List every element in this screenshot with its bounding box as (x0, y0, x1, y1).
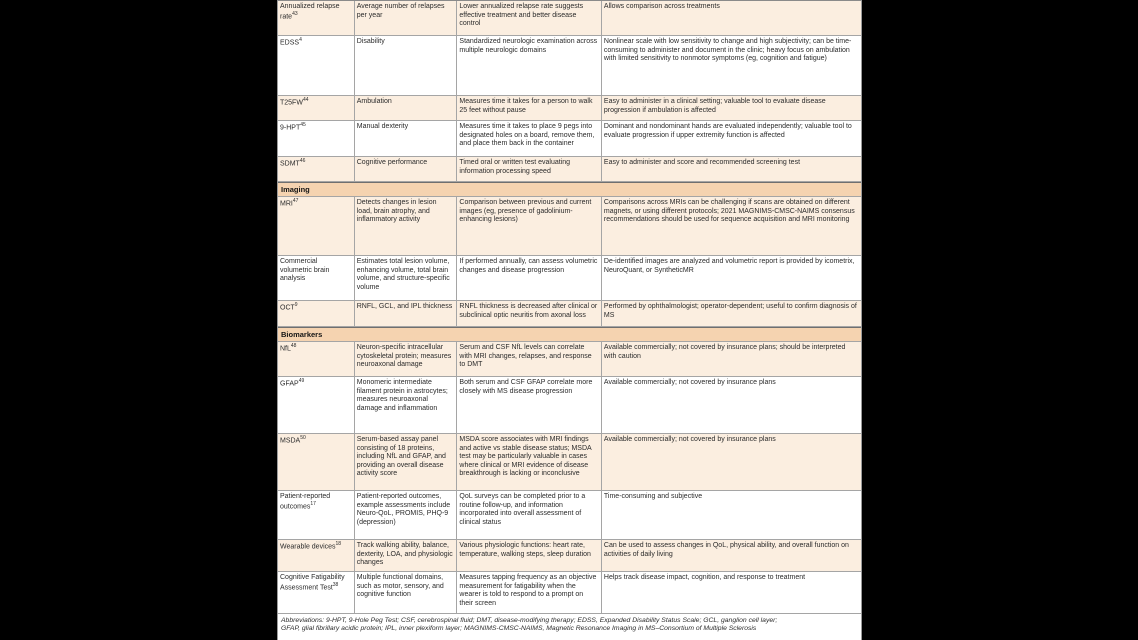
table-cell: Disability (355, 36, 458, 95)
table-cell: Available commercially; not covered by insurance plans (603, 379, 776, 386)
table-cell: Standardized neurologic examination across multiple neurologic domains (457, 36, 602, 95)
reference-superscript: 18 (335, 541, 342, 547)
table-cell-tool (278, 1, 355, 35)
table-row (278, 434, 861, 491)
table-cell-tool (278, 197, 355, 255)
table-row (278, 256, 861, 301)
table-cell: Serum and CSF NfL levels can correlate with MRI changes, relapses, and response to DMT (457, 342, 602, 376)
table-cell-tool (278, 96, 355, 120)
tool-label: Wearable devices (280, 543, 336, 551)
section-header-row: Imaging (278, 182, 861, 197)
table-cell: Multiple functional domains, such as motor, sensory, and cognitive function (355, 572, 458, 613)
table-cell: Dominant and nondominant hands are evaluated independently; valuable tool to evaluate progression if upper extremity function is affected (603, 123, 852, 139)
table-cell: RNFL, GCL, and IPL thickness (355, 301, 458, 326)
table-cell: Estimates total lesion volume, enhancing volume, total brain volume, and structure-specific volume (355, 256, 458, 300)
table-cell: Measures tapping frequency as an objective measurement for fatigability when the wearer is told to respond to a prompt on their screen (457, 572, 602, 613)
table-row (278, 491, 861, 540)
table-cell: Various physiologic functions: heart rate, temperature, walking steps, sleep duration (457, 540, 602, 571)
tool-label: Patient-reported outcomes (280, 493, 331, 510)
table-cell-tool (278, 572, 355, 613)
table-row (278, 572, 861, 614)
table-cell: Ambulation (355, 96, 458, 120)
table-cell: Measures time it takes for a person to walk 25 feet without pause (457, 96, 602, 120)
table-cell: If performed annually, can assess volumetric changes and disease progression (457, 256, 602, 300)
table-cell: Detects changes in lesion load, brain atrophy, and inflammatory activity (355, 197, 458, 255)
table-cell: Neuron-specific intracellular cytoskeletal protein; measures neuroaxonal damage (355, 342, 458, 376)
table-cell-tool (278, 256, 355, 300)
table-cell-tool (278, 377, 355, 433)
table-cell: Easy to administer in a clinical setting; valuable tool to evaluate disease progression if ambulation is affected (603, 98, 826, 114)
tool-label: Annualized relapse rate (280, 3, 340, 20)
table-cell-tool (278, 301, 355, 326)
reference-superscript: 45 (300, 122, 306, 128)
table-row (278, 377, 861, 434)
tool-label: MSDA (280, 437, 301, 445)
reference-superscript: 17 (310, 500, 316, 507)
reference-superscript: 9 (294, 302, 298, 308)
table-cell: Time-consuming and subjective (603, 493, 703, 500)
reference-superscript: 50 (300, 435, 306, 441)
table-cell-tool (278, 342, 355, 376)
table-row (278, 157, 861, 182)
table-cell: Can be used to assess changes in QoL, physical ability, and overall function on activities of daily living (603, 542, 849, 558)
reference-superscript: 47 (292, 198, 299, 204)
tool-label: NfL (280, 345, 291, 353)
table-cell: RNFL thickness is decreased after clinical or subclinical optic neuritis from axonal loss (457, 301, 602, 326)
table-cell: Manual dexterity (355, 121, 458, 156)
table-footnote (278, 614, 861, 635)
table-cell: Serum-based assay panel consisting of 18 proteins, including NfL and GFAP, and providing an overall disease activity score (355, 434, 458, 490)
table-cell: Available commercially; not covered by insurance plans (603, 436, 776, 443)
table-cell: De-identified images are analyzed and volumetric report is provided by icometrix, NeuroQuant, or SyntheticMR (603, 258, 855, 274)
table-cell: Available commercially; not covered by insurance plans; should be interpreted with caution (603, 344, 846, 360)
table-cell: Measures time it takes to place 9 pegs into designated holes on a board, remove them, and place them back in the container (457, 121, 602, 156)
table-cell-tool (278, 491, 355, 539)
table-cell: Nonlinear scale with low sensitivity to change and high subjectivity; can be time-consuming to administer and document in the clinic; heavy focus on ambulation with limited sensitivity to nonmotor symptoms (eg, cognition and fatigue) (603, 38, 852, 63)
reference-superscript: 46 (299, 158, 306, 164)
section-header-row: Biomarkers (278, 327, 861, 342)
tool-label: SDMT (280, 160, 300, 168)
table-row (278, 1, 861, 36)
reference-superscript: 38 (332, 581, 339, 588)
table-cell-tool (278, 157, 355, 181)
tool-label: EDSS (280, 39, 300, 47)
table-cell: Monomeric intermediate filament protein in astrocytes; measures neuroaxonal damage and inflammation (355, 377, 458, 433)
reference-superscript: 49 (298, 378, 305, 384)
table-cell: MSDA score associates with MRI findings and active vs stable disease status; MSDA test may be particularly valuable in cases where clinical or MRI evidence of disease breakthrough is lacking or inconclusive (457, 434, 602, 490)
tool-label: MRI (280, 200, 293, 208)
table-cell: Lower annualized relapse rate suggests effective treatment and better disease control (457, 1, 602, 35)
table-row (278, 342, 861, 377)
footnote-line: Abbreviations: 9-HPT, 9-Hole Peg Test; CSF, cerebrospinal fluid; DMT, disease-modifying therapy; EDSS, Expanded Disability Status Scale; GCL, ganglion cell layer; (281, 617, 778, 624)
table-cell-tool (278, 434, 355, 490)
table-cell: Comparison between previous and current images (eg, presence of gadolinium-enhancing lesions) (457, 197, 602, 255)
table-row (278, 301, 861, 327)
reference-superscript: 48 (290, 343, 297, 349)
reference-superscript: 4 (299, 37, 302, 43)
assessment-table (277, 0, 862, 640)
tool-label: GFAP (280, 380, 299, 388)
table-cell: Track walking ability, balance, dexterity, LOA, and physiologic changes (355, 540, 458, 571)
table-cell: Allows comparison across treatments (603, 3, 720, 10)
table-row (278, 96, 861, 121)
tool-label: Cognitive Fatigability Assessment Test (280, 574, 345, 591)
table-cell: Average number of relapses per year (355, 1, 458, 35)
tool-label: Commercial volumetric brain analysis (280, 258, 330, 283)
table-cell: Timed oral or written test evaluating information processing speed (457, 157, 602, 181)
table-cell-tool (278, 121, 355, 156)
table-cell-tool (278, 36, 355, 95)
table-cell: Patient-reported outcomes, example assessments include Neuro-QoL, PROMIS, PHQ-9 (depression) (355, 491, 458, 539)
table-cell: QoL surveys can be completed prior to a routine follow-up, and information incorporated into overall assessment of clinical status (457, 491, 602, 539)
table-row (278, 540, 861, 572)
tool-label: T25FW (280, 99, 303, 107)
table-rows-container (278, 1, 861, 614)
table-cell: Cognitive performance (355, 157, 458, 181)
table-cell: Both serum and CSF GFAP correlate more closely with MS disease progression (457, 377, 602, 433)
table-cell: Comparisons across MRIs can be challenging if scans are obtained on different magnets, or using different protocols; 2021 MAGNIMS-CMSC-NAIMS consensus recommendations should be used for sequence acquisition and MRI monitoring (603, 199, 855, 224)
table-cell: Performed by ophthalmologist; operator-dependent; useful to confirm diagnosis of MS (603, 303, 857, 319)
table-row (278, 121, 861, 157)
footnote-line: GFAP, glial fibrillary acidic protein; IPL, inner plexiform layer; MAGNIMS-CMSC-NAIMS, Magnetic Resonance Imaging in MS–Consortium of Multiple Sclerosis (281, 625, 757, 633)
table-cell-tool (278, 540, 355, 571)
tool-label: OCT (280, 304, 295, 312)
reference-superscript: 44 (302, 97, 309, 103)
table-row (278, 197, 861, 256)
table-cell: Easy to administer and score and recommended screening test (603, 159, 801, 166)
table-row (278, 36, 861, 96)
table-cell: Helps track disease impact, cognition, and response to treatment (603, 574, 806, 581)
reference-superscript: 43 (292, 10, 298, 17)
tool-label: 9-HPT (280, 124, 301, 132)
